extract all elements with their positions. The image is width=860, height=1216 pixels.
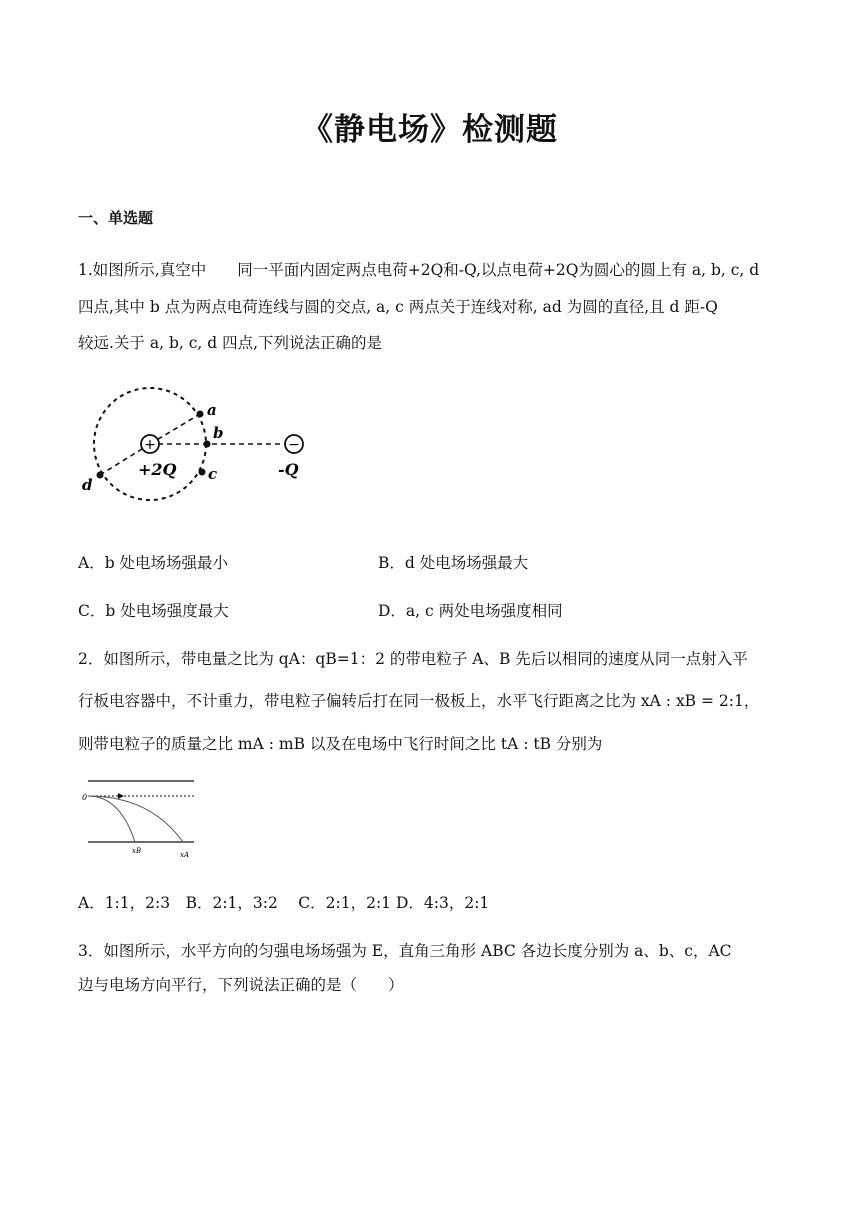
q2-line-2: 行板电容器中，不计重力，带电粒子偏转后打在同一极板上，水平飞行距离之比为 xA : xB = 2:1， — [78, 692, 760, 710]
trajectory-a — [88, 796, 183, 842]
point-c — [199, 469, 206, 476]
q1-option-d[interactable]: D．a, c 两处电场强度相同 — [378, 602, 563, 620]
q1-figure — [74, 384, 324, 504]
label-xb: xB — [132, 847, 142, 855]
q1-line-1: 1.如图所示,真空中 同一平面内固定两点电荷+2Q和-Q,以点电荷+2Q为圆心的圆上有 a, b, c, d — [78, 261, 760, 279]
velocity-arrow-icon — [118, 793, 124, 799]
q1-option-b[interactable]: B．d 处电场场强最大 — [378, 554, 529, 572]
minus-sign: − — [288, 437, 300, 453]
label-minus-q: -Q — [278, 460, 299, 479]
q2-line-1: 2．如图所示，带电量之比为 qA：qB=1：2 的带电粒子 A、B 先后以相同的速度从同一点射入平 — [78, 650, 748, 668]
point-b — [204, 441, 211, 448]
label-d: d — [82, 476, 93, 494]
q1-line-2: 四点,其中 b 点为两点电荷连线与圆的交点, a, c 两点关于连线对称, ad 为圆的直径,且 d 距-Q — [78, 298, 718, 316]
label-a: a — [207, 401, 217, 419]
q1-line-3: 较远.关于 a, b, c, d 四点,下列说法正确的是 — [78, 334, 383, 352]
label-xa: xA — [180, 851, 190, 859]
trajectory-b — [88, 796, 135, 842]
q1-option-a[interactable]: A．b 处电场场强最小 — [78, 554, 229, 572]
q1-option-c[interactable]: C．b 处电场强度最大 — [78, 602, 229, 620]
q2-figure — [80, 775, 200, 865]
point-a — [197, 411, 204, 418]
label-b: b — [213, 424, 224, 442]
point-d — [97, 472, 104, 479]
q3-line-2: 边与电场方向平行，下列说法正确的是（ ） — [78, 976, 404, 994]
label-plus-2q: +2Q — [138, 460, 177, 479]
origin-label: 0 — [82, 793, 88, 802]
plus-sign: + — [144, 437, 156, 453]
section-heading: 一、单选题 — [78, 209, 154, 227]
q2-options[interactable]: A．1:1，2:3 B．2:1，3:2 C．2:1，2:1 D．4:3，2:1 — [78, 894, 490, 912]
q3-line-1: 3．如图所示，水平方向的匀强电场场强为 E，直角三角形 ABC 各边长度分别为 a、b、c，AC — [78, 942, 732, 960]
q2-line-3: 则带电粒子的质量之比 mA : mB 以及在电场中飞行时间之比 tA : tB 分别为 — [78, 735, 603, 753]
label-c: c — [208, 465, 218, 483]
page-title: 《静电场》检测题 — [302, 112, 558, 148]
